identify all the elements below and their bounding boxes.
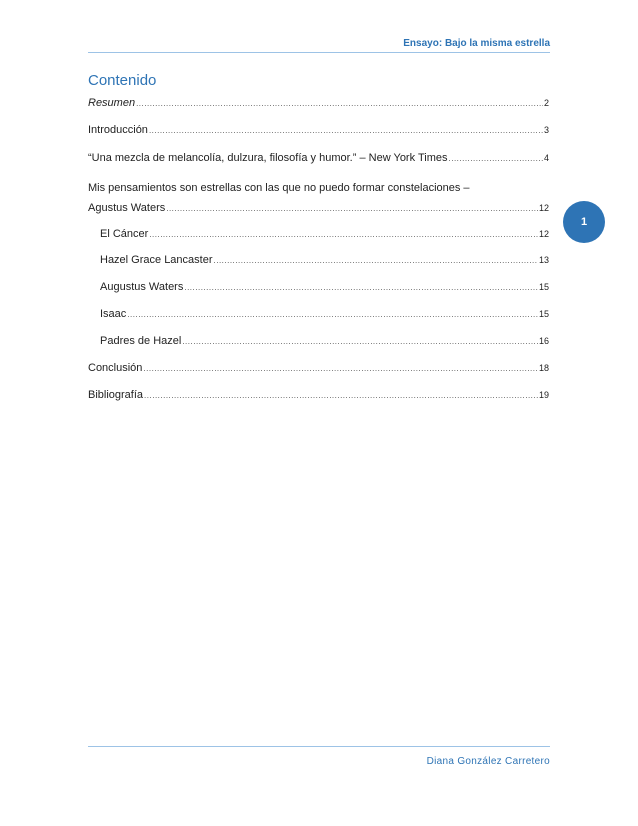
footer-divider	[88, 746, 550, 747]
footer-author: Diana González Carretero	[426, 756, 550, 767]
toc-entry-title: Conclusión	[88, 362, 143, 374]
toc-entry-quote[interactable]	[88, 151, 549, 166]
toc-entry-title: Isaac	[100, 308, 127, 320]
toc-leader-dots	[149, 124, 543, 138]
toc-entry-pensamientos-line1[interactable]: Mis pensamientos son estrellas con las que no puedo formar constelaciones –	[88, 182, 470, 194]
toc-entry-page: 15	[538, 309, 549, 319]
toc-entry-isaac[interactable]	[100, 307, 549, 322]
toc-entry-title: Bibliografía	[88, 389, 144, 401]
toc-leader-dots	[149, 228, 538, 242]
toc-leader-dots	[214, 254, 538, 268]
toc-entry-padres-de-hazel[interactable]	[100, 334, 549, 349]
toc-leader-dots	[127, 308, 538, 322]
toc-entry-page: 12	[538, 203, 549, 213]
toc-entry-page: 3	[543, 125, 549, 135]
toc-entry-el-cancer[interactable]	[100, 227, 549, 242]
toc-entry-title: Introducción	[88, 124, 148, 136]
toc-entry-hazel-grace-lancaster[interactable]	[100, 253, 549, 268]
toc-heading: Contenido	[88, 72, 157, 89]
toc-entry-page: 18	[538, 363, 549, 373]
toc-leader-dots	[184, 281, 538, 295]
toc-entry-page: 2	[543, 98, 549, 108]
page-number-badge: 1	[563, 201, 605, 243]
toc-entry-page: 4	[543, 153, 549, 163]
toc-leader-dots	[182, 335, 538, 349]
toc-leader-dots	[166, 202, 538, 216]
toc-entry-title: El Cáncer	[100, 228, 149, 240]
toc-leader-dots	[449, 152, 543, 166]
header-divider	[88, 52, 550, 53]
toc-leader-dots	[144, 389, 538, 403]
toc-entry-bibliografia[interactable]	[88, 388, 549, 403]
toc-entry-introduccion[interactable]	[88, 123, 549, 138]
toc-entry-page: 12	[538, 229, 549, 239]
toc-entry-title: Augustus Waters	[100, 281, 184, 293]
toc-entry-augustus-waters[interactable]	[100, 280, 549, 295]
toc-entry-title: Resumen	[88, 97, 136, 109]
toc-entry-page: 19	[538, 390, 549, 400]
toc-entry-title: Hazel Grace Lancaster	[100, 254, 213, 266]
toc-entry-title: Agustus Waters	[88, 202, 166, 214]
header-title: Ensayo: Bajo la misma estrella	[403, 38, 550, 49]
toc-leader-dots	[136, 97, 543, 111]
toc-entry-page: 13	[538, 255, 549, 265]
toc-entry-resumen[interactable]	[88, 96, 549, 111]
toc-entry-title: Padres de Hazel	[100, 335, 182, 347]
toc-leader-dots	[143, 362, 538, 376]
toc-entry-pensamientos[interactable]	[88, 201, 549, 216]
toc-entry-conclusion[interactable]	[88, 361, 549, 376]
toc-entry-page: 15	[538, 282, 549, 292]
toc-entry-title: “Una mezcla de melancolía, dulzura, filosofía y humor.” – New York Times	[88, 152, 448, 164]
toc-entry-page: 16	[538, 336, 549, 346]
